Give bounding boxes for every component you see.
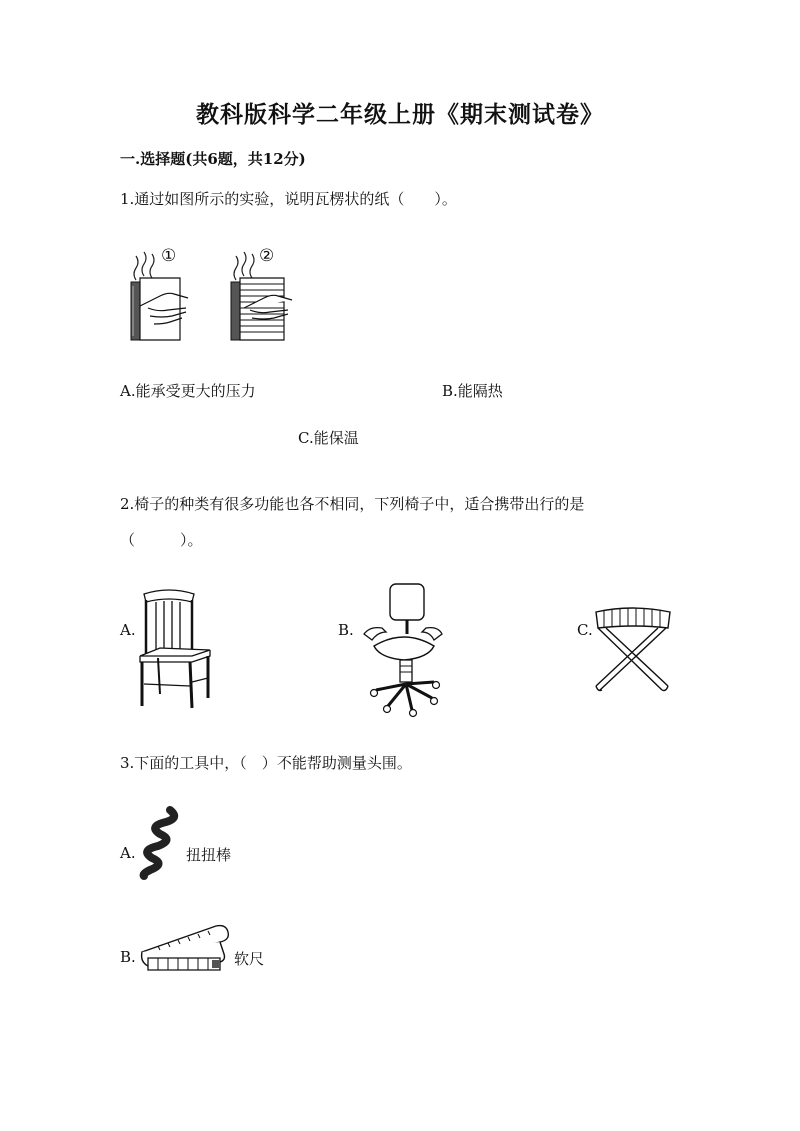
question-3-option-a-letter[interactable]: A. bbox=[120, 844, 136, 862]
section-heading: 一.选择题(共6题，共12分) bbox=[120, 150, 306, 168]
question-1-option-c[interactable]: C.能保温 bbox=[298, 429, 359, 447]
tape-measure-image bbox=[138, 922, 230, 978]
experiment-label-2: ② bbox=[259, 246, 275, 266]
experiment-figure-1 bbox=[126, 246, 192, 346]
wooden-chair-image bbox=[134, 586, 214, 712]
page-title: 教科版科学二年级上册《期末测试卷》 bbox=[196, 101, 604, 128]
question-3-option-b-label: 软尺 bbox=[234, 950, 265, 968]
question-1-option-b[interactable]: B.能隔热 bbox=[442, 382, 503, 400]
question-2-text-line2: （ ）。 bbox=[120, 531, 203, 549]
question-3-option-a-label: 扭扭棒 bbox=[186, 846, 232, 864]
experiment-label-1: ① bbox=[161, 246, 177, 266]
question-3-option-b-letter[interactable]: B. bbox=[120, 948, 136, 966]
question-1-text: 1.通过如图所示的实验，说明瓦楞状的纸（ ）。 bbox=[120, 190, 457, 208]
pipe-cleaner-image bbox=[140, 806, 182, 880]
folding-stool-image bbox=[592, 604, 674, 696]
question-2-option-b[interactable]: B. bbox=[338, 621, 354, 639]
question-2-option-c[interactable]: C. bbox=[577, 621, 593, 639]
question-2-text-line1: 2.椅子的种类有很多功能也各不相同，下列椅子中，适合携带出行的是 bbox=[120, 495, 585, 513]
question-2-option-a[interactable]: A. bbox=[120, 621, 136, 639]
question-3-text: 3.下面的工具中，（ ）不能帮助测量头围。 bbox=[120, 754, 412, 772]
question-1-option-a[interactable]: A.能承受更大的压力 bbox=[120, 382, 256, 400]
office-chair-image bbox=[360, 582, 446, 718]
